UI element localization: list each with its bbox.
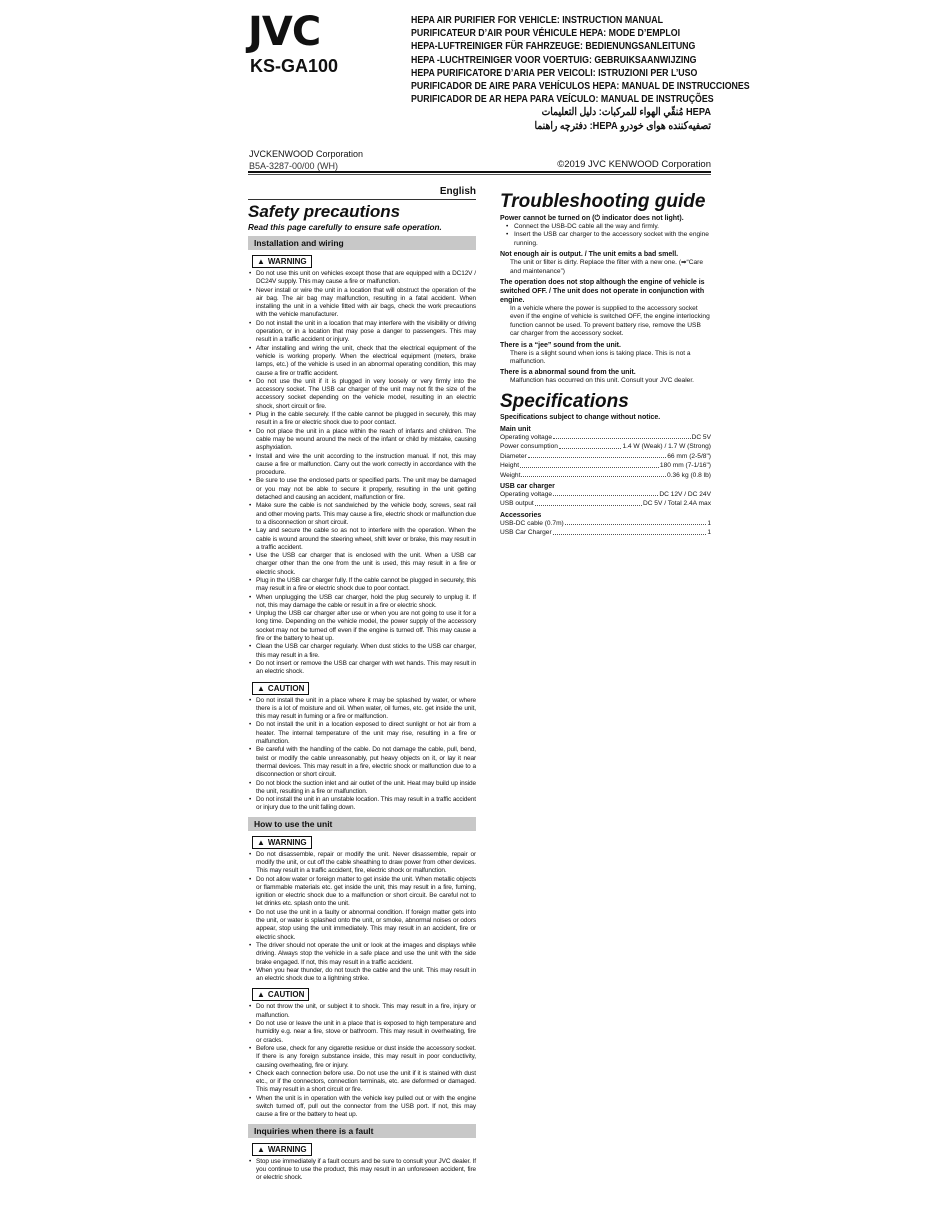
precaution-item: • Do not place the unit in a place within the reach of infants and children. The cable may be wound around the neck of the infant or child by mistake, causing asphyxiation.	[248, 428, 476, 453]
caution-badge	[252, 682, 309, 695]
symptom: The operation does not stop although the engine of vehicle is switched OFF. / The unit does not operate in conjunction with engine.	[500, 279, 705, 305]
precaution-item: • Do not install the unit in an unstable location. This may result in a traffic accident or injury due to the unit falling down.	[248, 796, 476, 813]
spec-leader	[520, 461, 659, 467]
spec-group-heading: Main unit	[500, 425, 531, 433]
document-code: B5A-3287-00/00 (WH)	[249, 161, 339, 171]
precaution-item: • The driver should not operate the unit or look at the images and displays while driving. Always stop the vehicle in a safe place and use the unit with the side brake engaged. If not, this may result in a traffic accident.	[248, 942, 476, 967]
warning-badge	[252, 836, 312, 849]
corporation-block	[249, 148, 363, 172]
copyright: ©2019 JVC KENWOOD Corporation	[557, 159, 711, 170]
symptom: Not enough air is output. / The unit emits a bad smell.	[500, 251, 679, 259]
spec-leader	[553, 433, 691, 439]
remedy: The unit or filter is dirty. Replace the filter with a new one. (➡“Care and maintenance”)	[510, 259, 704, 275]
precaution-item: • Be sure to use the enclosed parts or specified parts. The unit may be damaged or you may not be able to secure it properly, resulting in the unit getting detached and causing an accident, malfunction or fire.	[248, 477, 476, 502]
precaution-item: • When unplugging the USB car charger, hold the plug securely to unplug it. If not, this may damage the cable or result in a fire or electric shock.	[248, 594, 476, 611]
badge-label: CAUTION	[267, 683, 305, 693]
specifications-title: Specifications	[500, 390, 629, 412]
badge-label: WARNING	[267, 837, 307, 847]
precaution-item: • After installing and wiring the unit, check that the electrical equipment of the vehicle is working properly. When the electrical equipment (meters, brake lamps, etc.) of the vehicle is used in an abnormal operating condition, this may cause a fire or traffic accident.	[248, 345, 476, 378]
spec-value: 1.4 W (Weak) / 1.7 W (Strong)	[622, 443, 711, 451]
header-divider	[248, 171, 711, 173]
troubleshooting-entry	[500, 278, 711, 339]
precaution-item: • Do not use the unit in a faulty or abnormal condition. If foreign matter gets into the unit, or water is splashed onto the unit, or smoke, abnormal noises or odors appear, stop using the unit immediately. This may result in an accident, fire or electric shock.	[248, 909, 476, 942]
title-line-arabic: HEPA مُنقّي الهواء للمركبات: دليل التعليمات	[541, 106, 711, 119]
remedy: There is a slight sound when ions is taking place. This is not a malfunction.	[510, 349, 691, 366]
spec-leader	[528, 452, 667, 458]
info-column	[500, 190, 711, 538]
precaution-list	[248, 697, 476, 813]
caution-badge	[252, 988, 309, 1001]
warning-triangle-icon: ▲	[257, 1144, 265, 1154]
title-line: PURIFICADOR DE AIRE PARA VEHÍCULOS HEPA: MANUAL DE INSTRUCCIONES	[411, 81, 750, 93]
specifications-table	[500, 426, 711, 538]
warning-triangle-icon: ▲	[257, 837, 265, 847]
precaution-item: • Do not install the unit in a place where it may be splashed by water, or where there is a lot of moisture and oil. When water, oil fumes, etc. get inside the unit, this may result in fuming or a fire or malfunction.	[248, 697, 476, 722]
section-heading: How to use the unit	[248, 817, 476, 831]
header-divider-thin	[248, 174, 711, 175]
precaution-list	[248, 270, 476, 677]
symptom: There is a “jee” sound from the unit.	[500, 341, 621, 349]
title-line: PURIFICADOR DE AR HEPA PARA VEÍCULO: MANUAL DE INSTRUÇÕES	[411, 94, 714, 106]
warning-badge	[252, 1143, 312, 1156]
spec-leader	[535, 499, 642, 505]
troubleshooting-title: Troubleshooting guide	[500, 191, 706, 212]
title-line-persian: تصفیه‌کننده هوای خودرو HEPA: دفترچه راهنما	[534, 119, 711, 132]
spec-value: DC 12V / DC 24V	[659, 490, 711, 498]
specifications-note: Specifications subject to change without notice.	[500, 413, 661, 421]
title-line: HEPA AIR PURIFIER FOR VEHICLE: INSTRUCTION MANUAL	[411, 15, 663, 26]
precaution-item: • Do not install the unit in a location that may interfere with the visibility or driving operation, or in a location that may pose a danger to passengers. This may result in a traffic accident or injury.	[248, 320, 476, 345]
precaution-item: • Before use, check for any cigarette residue or dust inside the accessory socket. If there is any foreign substance inside, this may result in poor conductivity, causing overheating, fire or injury.	[248, 1045, 476, 1070]
spec-leader	[553, 490, 658, 496]
precaution-item: • Do not use the unit if it is plugged in very loosely or very firmly into the accessory socket. The USB car charger of the unit may not fit the size of the accessory socket depending on the vehicle model, resulting in an electric shock, short circuit or fire.	[248, 378, 476, 411]
safety-subtitle: Read this page carefully to ensure safe operation.	[248, 223, 442, 232]
badge-label: WARNING	[267, 257, 307, 266]
precaution-item: • Plug in the USB car charger fully. If the cable cannot be plugged in securely, this may result in a fire or electric shock due to poor contact.	[248, 577, 476, 594]
precaution-item: • When the unit is in operation with the vehicle key pulled out or with the engine switch turned off, pull out the connector from the USB port. If not, this may cause a fire or the battery to heat up.	[248, 1095, 476, 1120]
precaution-item: • Do not disassemble, repair or modify the unit. Never disassemble, repair or modify the unit, or cut off the cable sheathing to draw power from other devices. This may result in a traffic accident, fire, electric shock or malfunction.	[248, 851, 476, 876]
spec-row	[500, 452, 711, 461]
spec-key: USB-DC cable (0.7m)	[500, 519, 564, 527]
precaution-item: • Do not install the unit in a location exposed to direct sunlight or hot air from a heater. The internal temperature of the unit may rise, resulting in a fire or malfunction.	[248, 721, 476, 746]
warning-triangle-icon: ▲	[257, 683, 265, 693]
spec-group-heading: Accessories	[500, 511, 542, 519]
spec-leader	[565, 519, 707, 525]
badge-label: CAUTION	[267, 990, 305, 1000]
precaution-item: • Do not insert or remove the USB car charger with wet hands. This may result in an electric shock.	[248, 660, 476, 677]
remedy: Malfunction has occurred on this unit. Consult your JVC dealer.	[510, 377, 694, 385]
precaution-item: • When you hear thunder, do not touch the cable and the unit. This may result in an electric shock due to a lightning strike.	[248, 967, 476, 984]
spec-row	[500, 461, 711, 470]
precaution-item: • Do not use this unit on vehicles except those that are equipped with a DC12V / DC24V supply. This may cause a fire or malfunction.	[248, 270, 476, 287]
spec-value: 66 mm (2-5/8")	[667, 452, 711, 460]
precaution-item: • Check each connection before use. Do not use the unit if it is stained with dust etc., or if the connectors, connection terminals, etc. are deformed or damaged. This may result in a short circuit or fire.	[248, 1070, 476, 1095]
spec-key: USB Car Charger	[500, 529, 552, 537]
spec-value: 1	[707, 529, 711, 537]
spec-row	[500, 519, 711, 528]
precaution-item: • Do not throw the unit, or subject it to shock. This may result in a fire, injury or malfunction.	[248, 1003, 476, 1020]
precaution-item: • Lay and secure the cable so as not to interfere with the operation. When the cable is wound around the steering wheel, shift lever or brake, this may result in a traffic accident.	[248, 527, 476, 552]
warning-badge	[252, 255, 312, 268]
precaution-list	[248, 1158, 476, 1183]
spec-group-heading: USB car charger	[500, 482, 555, 490]
troubleshooting-entry	[500, 250, 711, 276]
title-line: PURIFICATEUR D’AIR POUR VÉHICULE HEPA: MODE D’EMPLOI	[411, 28, 681, 40]
troubleshooting-entry	[500, 368, 711, 385]
spec-row	[500, 490, 711, 499]
precaution-item: • Use the USB car charger that is enclosed with the unit. When a USB car charger other than the one from the unit is used, this may result in a fire or electric shock.	[248, 552, 476, 577]
symptom: Power cannot be turned on (⏻ indicator does not light).	[500, 215, 684, 222]
spec-key: USB output	[500, 500, 534, 508]
spec-value: 180 mm (7-1/16")	[659, 462, 711, 470]
troubleshooting-entry	[500, 214, 711, 248]
safety-column	[248, 186, 476, 1183]
badge-label: WARNING	[267, 1144, 307, 1154]
remedy-bullet: • Connect the USB-DC cable all the way and firmly.	[500, 223, 711, 231]
precaution-item: • Make sure the cable is not sandwiched by the vehicle body, screws, seat rail and other moving parts. This may cause a fire, electric shock or malfunction due to a disconnection or short circuit.	[248, 502, 476, 527]
warning-triangle-icon: ▲	[257, 257, 265, 266]
precaution-item: • Do not block the suction inlet and air outlet of the unit. Heat may build up inside the unit, resulting in a fire or malfunction.	[248, 780, 476, 797]
precaution-item: • Unplug the USB car charger after use or when you are not going to use it for a long time. Depending on the vehicle model, the power supply of the accessory socket may not be turned off even if the engine is turned off. This may cause a fire or the battery to heat up.	[248, 610, 476, 643]
manual-titles	[411, 14, 750, 133]
spec-value: 0.36 kg (0.8 lb)	[667, 471, 711, 479]
spec-key: Operating voltage	[500, 433, 553, 441]
language-label: English	[248, 186, 476, 200]
precaution-item: • Be careful with the handling of the cable. Do not damage the cable, pull, bend, twist or modify the cable unreasonably, put heavy objects on it, or lay it near thermal devices. This may result in a fire, electric shock or malfunction due to a disconnection or short circuit.	[248, 746, 476, 779]
precaution-item: • Clean the USB car charger regularly. When dust sticks to the USB car charger, this may result in a fire.	[248, 643, 476, 660]
model-number: KS-GA100	[250, 56, 339, 76]
remedy-bullet: • Insert the USB car charger to the accessory socket with the engine running.	[500, 231, 711, 248]
title-line: HEPA -LUCHTREINIGER VOOR VOERTUIG: GEBRUIKSAANWIJZING	[411, 54, 697, 66]
precaution-item: • Do not use or leave the unit in a place that is exposed to high temperature and humidity e.g. near a fire, stove or bathroom. This may result in overheating, fire or cracks.	[248, 1020, 476, 1045]
troubleshooting-entry	[500, 341, 711, 367]
title-line: HEPA PURIFICATORE D’ARIA PER VEICOLI: ISTRUZIONI PER L’USO	[411, 67, 698, 79]
spec-row	[500, 499, 711, 508]
spec-key: Diameter	[500, 452, 527, 460]
spec-key: Height	[500, 462, 520, 470]
spec-row	[500, 471, 711, 480]
spec-value: 1	[707, 519, 711, 527]
precaution-item: • Do not allow water or foreign matter to get inside the unit. When metallic objects or flammable materials etc. get inside the unit, this may result in a fire, fuming, ignition or electric shock due to a malfunction or short circuit. Be careful not to let drinks etc. splash onto the unit.	[248, 876, 476, 909]
spec-key: Weight	[500, 471, 521, 479]
precaution-item: • Stop use immediately if a fault occurs and be sure to consult your JVC dealer. If you continue to use the product, this may result in an unforeseen accident, fire or electric shock.	[248, 1158, 476, 1183]
spec-leader	[553, 528, 707, 534]
precaution-list	[248, 1003, 476, 1119]
precaution-item: • Plug in the cable securely. If the cable cannot be plugged in securely, this may result in a fire or electric shock due to poor contact.	[248, 411, 476, 428]
spec-key: Power consumption	[500, 443, 558, 451]
troubleshooting-list	[500, 214, 711, 386]
safety-sections	[248, 236, 476, 1183]
spec-row	[500, 528, 711, 537]
spec-value: DC 5V / Total 2.4A max	[642, 500, 711, 508]
spec-value: DC 5V	[691, 433, 711, 441]
warning-triangle-icon: ▲	[257, 990, 265, 1000]
remedy: In a vehicle where the power is supplied to the accessory socket even if the engine of vehicle is switched OFF, the engine interlocking function cannot be used. To prevent battery rise, remove the USB car charger from the accessory socket.	[510, 305, 710, 338]
spec-row	[500, 442, 711, 451]
section-heading: Installation and wiring	[248, 236, 476, 250]
safety-title: Safety precautions	[248, 202, 401, 221]
precaution-item: • Install and wire the unit according to the instruction manual. If not, this may cause a fire or malfunction. Carry out the work correctly in accordance with the procedure.	[248, 453, 476, 478]
spec-leader	[521, 471, 666, 477]
brand-logo: JVC	[248, 9, 321, 55]
spec-key: Operating voltage	[500, 490, 553, 498]
precaution-item: • Never install or wire the unit in a location that will obstruct the operation of the air bag. The air bag may malfunction, resulting in a fatal accident. When installing the unit in a vehicle fitted with air bags, check the work precautions with the vehicle manufacturer.	[248, 287, 476, 320]
precaution-list	[248, 851, 476, 984]
spec-leader	[559, 442, 622, 448]
spec-row	[500, 433, 711, 442]
title-line: HEPA-LUFTREINIGER FÜR FAHRZEUGE: BEDIENUNGSANLEITUNG	[411, 41, 696, 53]
section-heading: Inquiries when there is a fault	[248, 1124, 476, 1138]
symptom: There is a abnormal sound from the unit.	[500, 369, 636, 377]
corporation-name: JVCKENWOOD Corporation	[249, 149, 364, 159]
